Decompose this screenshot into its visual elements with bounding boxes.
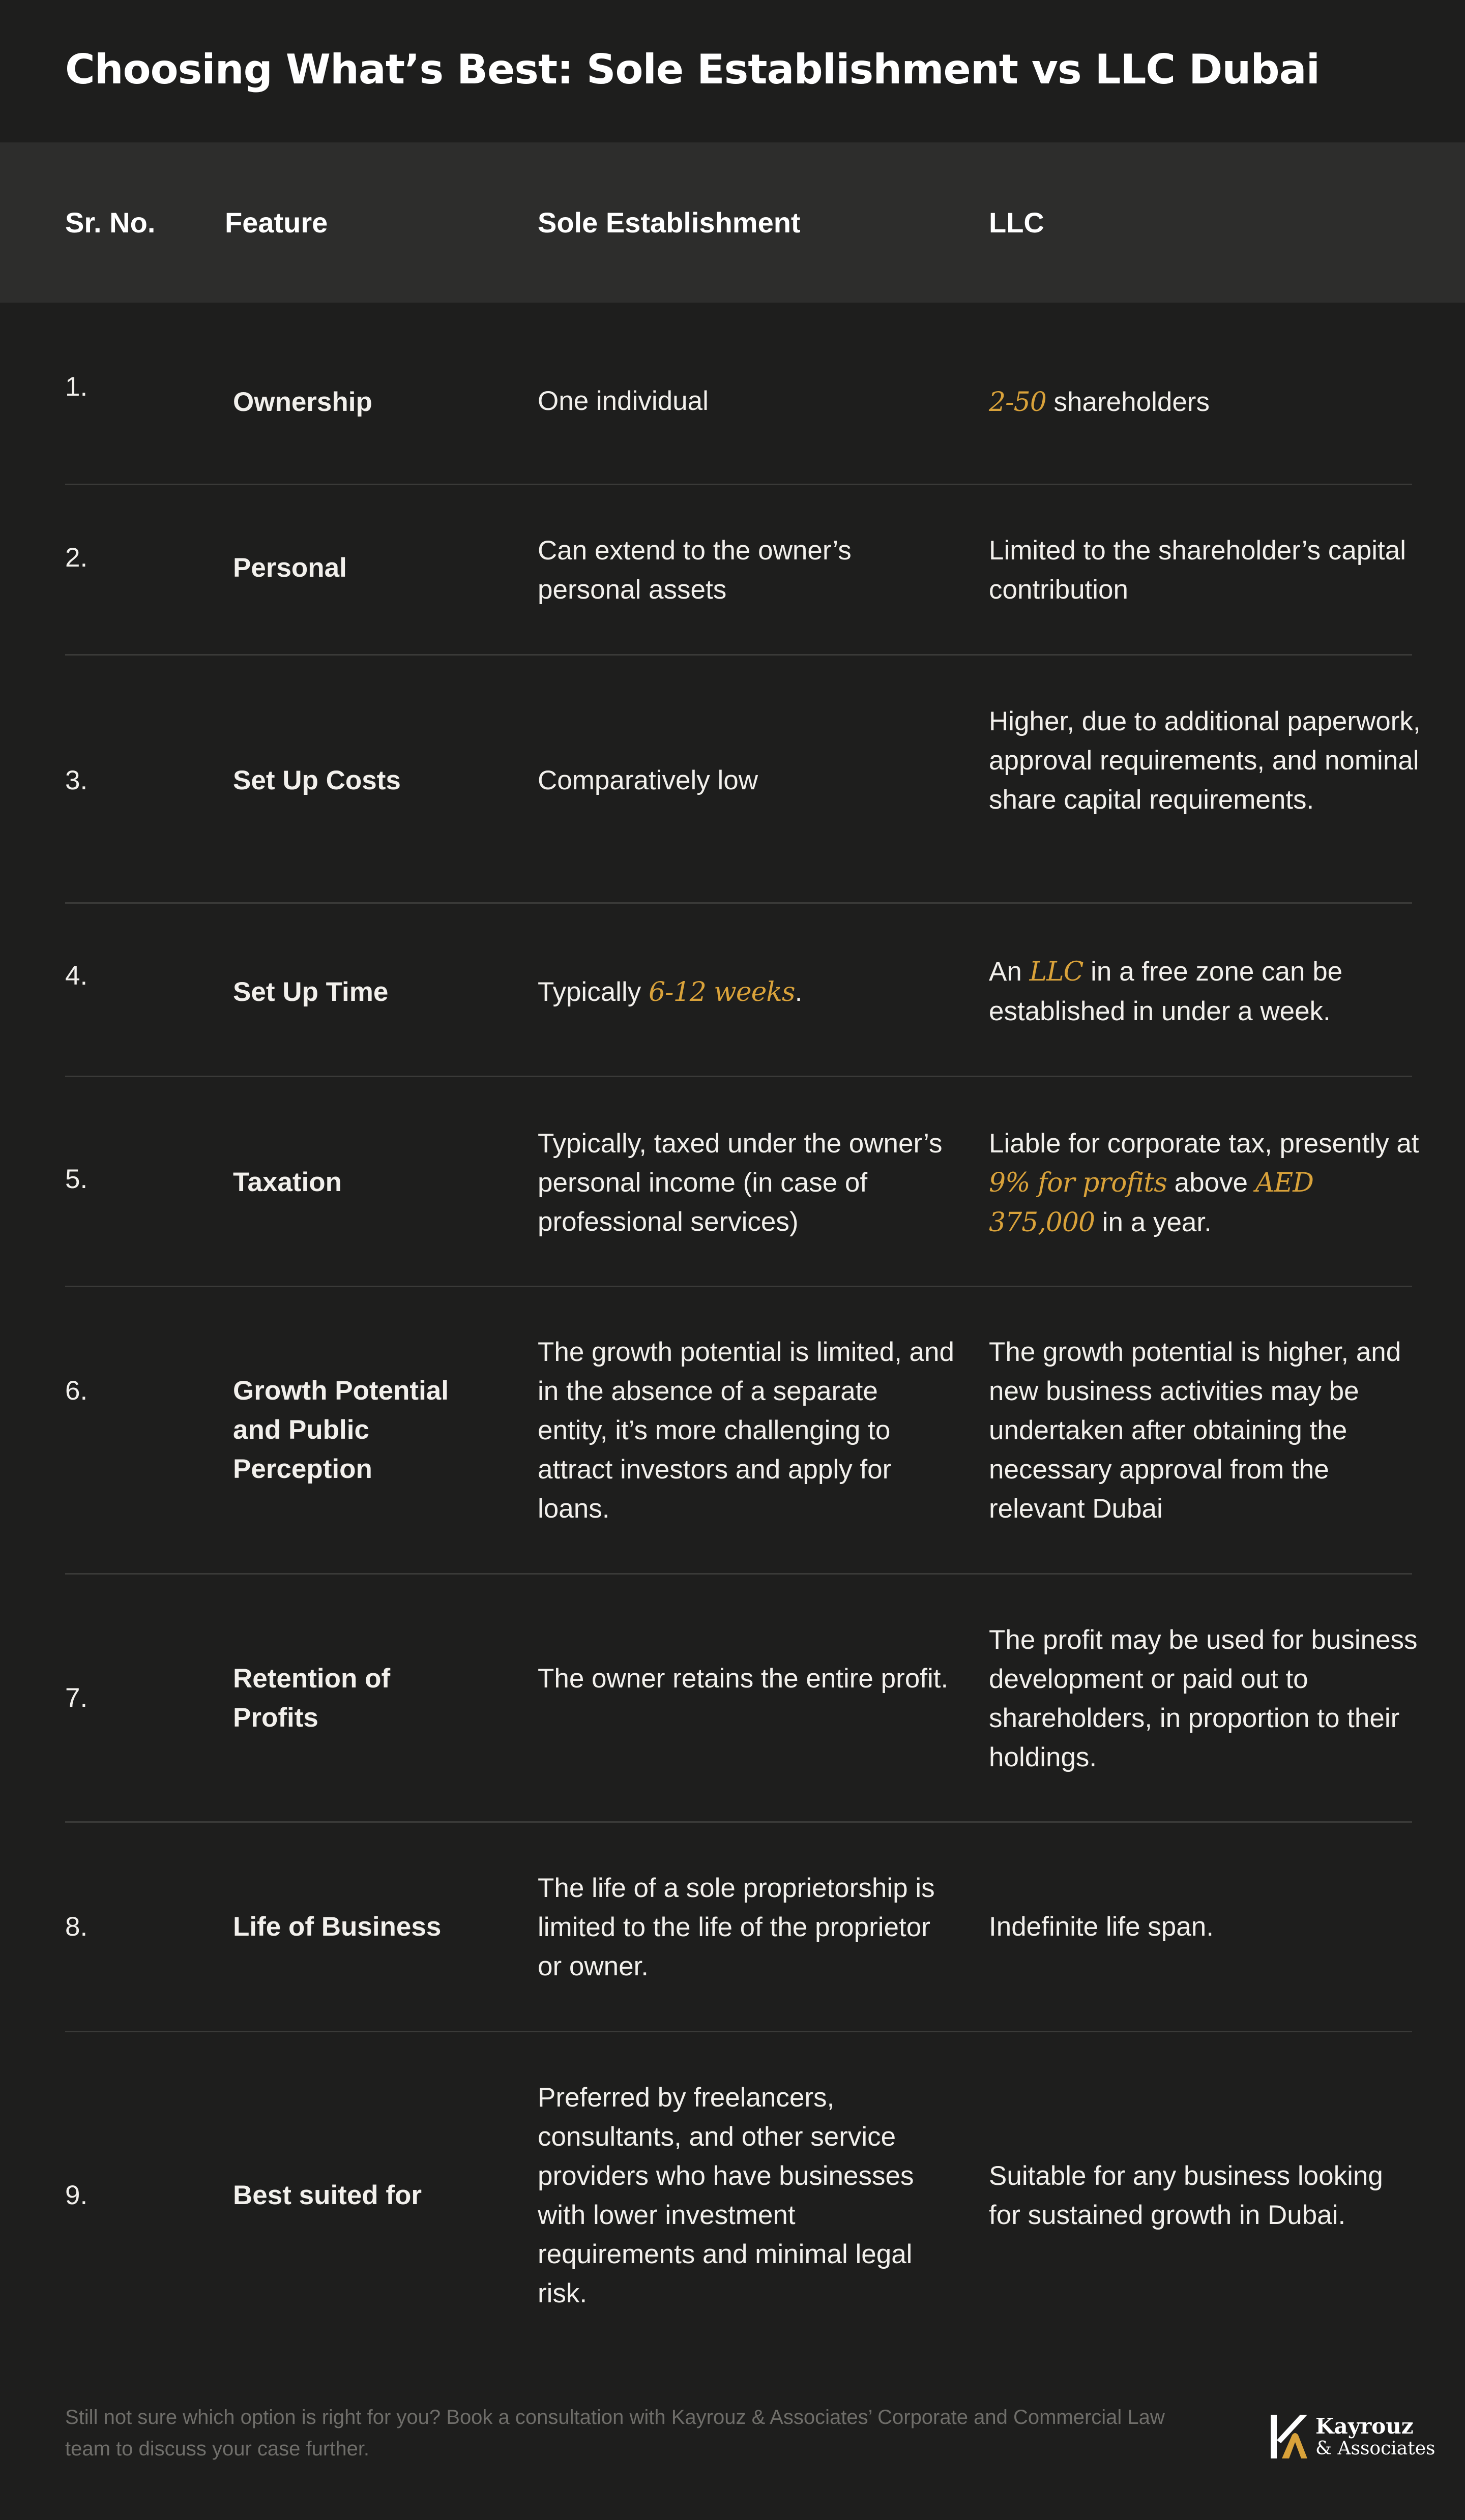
kayrouz-logo: Kayrouz & Associates — [1267, 2411, 1419, 2462]
llc-cell: Liable for corporate tax, presently at 9% for profits above AED 375,000 in a year. — [989, 1129, 1419, 1238]
row-number: 6. — [65, 1376, 88, 1406]
row-divider — [65, 1286, 1412, 1287]
row-divider — [65, 2031, 1412, 2032]
llc-cell: Suitable for any business looking for sustained growth in Dubai. — [989, 2161, 1383, 2230]
feature-cell: Growth Potential and Public Perception — [233, 1376, 449, 1484]
feature-cell: Best suited for — [233, 2180, 422, 2210]
column-header-llc: LLC — [989, 206, 1044, 239]
llc-cell: Higher, due to additional paperwork, approval requirements, and nominal share capital requirements. — [989, 706, 1421, 815]
sole-cell: Typically 6-12 weeks. — [538, 977, 803, 1007]
highlight-text: 6-12 weeks — [648, 977, 795, 1007]
llc-cell: An LLC in a free zone can be established in under a week. — [989, 957, 1343, 1026]
feature-cell: Set Up Costs — [233, 765, 401, 795]
sole-cell: The owner retains the entire profit. — [538, 1664, 949, 1694]
feature-cell: Personal — [233, 553, 347, 583]
row-divider — [65, 1573, 1412, 1575]
sole-cell: The life of a sole proprietorship is limited to the life of the proprietor or owner. — [538, 1873, 935, 1981]
feature-cell: Ownership — [233, 387, 372, 417]
column-header-sr-no: Sr. No. — [65, 206, 156, 239]
llc-cell: 2-50 shareholders — [989, 387, 1210, 418]
llc-cell: The profit may be used for business development or paid out to shareholders, in proportion to their holdings. — [989, 1625, 1418, 1772]
sole-cell: Typically, taxed under the owner’s personal income (in case of professional services) — [538, 1129, 943, 1237]
row-number: 3. — [65, 765, 88, 795]
row-divider — [65, 484, 1412, 485]
feature-cell: Set Up Time — [233, 977, 389, 1007]
highlight-text: AED 375,000 — [989, 1168, 1313, 1238]
page-title: Choosing What’s Best: Sole Establishment vs LLC Dubai — [65, 46, 1320, 93]
row-number: 8. — [65, 1912, 88, 1942]
highlight-text: 9% for profits — [989, 1168, 1167, 1198]
row-number: 4. — [65, 961, 88, 991]
row-number: 9. — [65, 2180, 88, 2210]
llc-cell: Limited to the shareholder’s capital contribution — [989, 536, 1407, 605]
row-divider — [65, 654, 1412, 656]
column-header-sole: Sole Establishment — [538, 206, 801, 239]
feature-cell: Taxation — [233, 1167, 342, 1197]
llc-cell: Indefinite life span. — [989, 1912, 1214, 1942]
column-header-feature: Feature — [225, 206, 328, 239]
sole-cell: Comparatively low — [538, 765, 758, 795]
sole-cell: Can extend to the owner’s personal assets — [538, 536, 852, 605]
row-divider — [65, 1076, 1412, 1077]
row-divider — [65, 902, 1412, 904]
row-number: 7. — [65, 1683, 88, 1713]
highlight-text: LLC — [1029, 957, 1083, 987]
row-number: 5. — [65, 1164, 88, 1194]
llc-cell: The growth potential is higher, and new business activities may be undertaken after obtaining the necessary approval from the relevant Dubai — [989, 1337, 1401, 1524]
kayrouz-k-icon — [1267, 2411, 1312, 2462]
sole-cell: One individual — [538, 386, 709, 416]
footer-text: Still not sure which option is right for you? Book a consultation with Kayrouz & Associates’ Corporate and Commercial Law team to discuss your case further. — [65, 2406, 1165, 2460]
feature-cell: Life of Business — [233, 1912, 442, 1942]
row-divider — [65, 1821, 1412, 1823]
row-number: 1. — [65, 372, 88, 402]
sole-cell: Preferred by freelancers, consultants, and other service providers who have businesses with lower investment requirements and minimal legal risk. — [538, 2083, 914, 2308]
feature-cell: Retention of Profits — [233, 1664, 391, 1733]
highlight-text: 2-50 — [989, 387, 1046, 418]
sole-cell: The growth potential is limited, and in the absence of a separate entity, it’s more challenging to attract investors and apply for loans. — [538, 1337, 954, 1524]
row-number: 2. — [65, 543, 88, 573]
